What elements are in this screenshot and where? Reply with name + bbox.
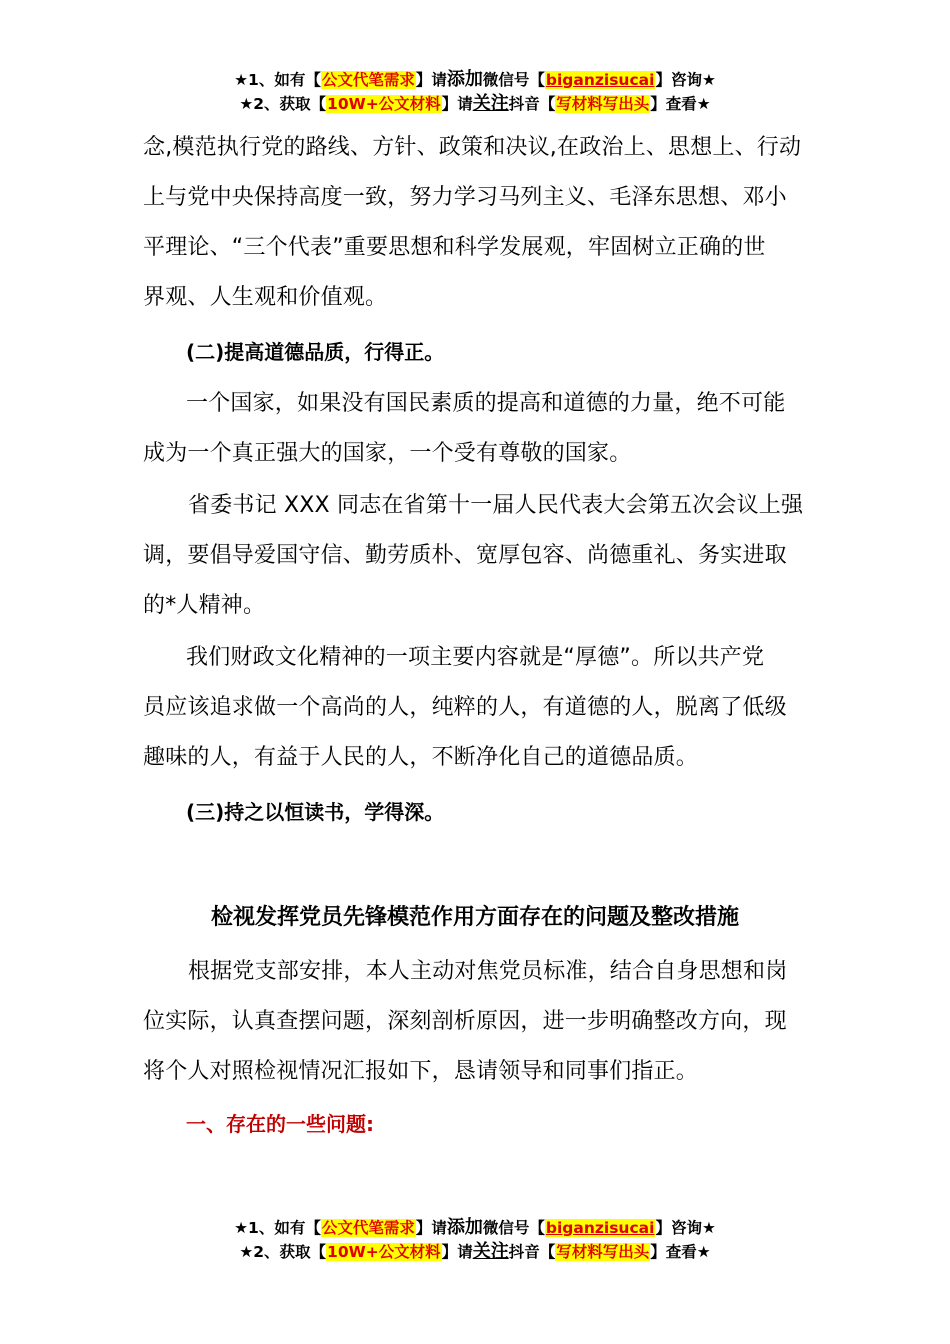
banner-highlight-douyin: 写材料写出头 [556,95,650,113]
text-line: 成为一个真正强大的国家，一个受有尊敬的国家。 [143,441,632,466]
banner-highlight-materials: 10W+公文材料 [327,95,441,113]
text-line: 一个国家，如果没有国民素质的提高和道德的力量，绝不可能 [186,391,786,416]
banner-emphasis: 关注 [472,1241,509,1262]
document-title: 检视发挥党员先锋模范作用方面存在的问题及整改措施 [210,905,739,930]
text-line: 界观、人生观和价值观。 [143,285,388,310]
text-line: 省委书记 XXX 同志在省第十一届人民代表大会第五次会议上强 [188,493,804,518]
banner-text: ★1、如有【 [234,71,321,89]
banner-emphasis: 添加 [446,1217,483,1238]
banner-text: 微信号【 [482,71,545,89]
banner-text: 】请 [441,1243,473,1261]
banner-line-1 [0,68,950,92]
text-line: 位实际，认真查摆问题，深刻剖析原因，进一步明确整改方向，现 [143,1009,787,1034]
text-line: 我们财政文化精神的一项主要内容就是“厚德”。所以共产党 [186,645,765,670]
footer-banner [0,1216,950,1264]
text-line: 员应该追求做一个高尚的人，纯粹的人，有道德的人，脱离了低级 [143,695,787,720]
banner-line-1 [0,1216,950,1240]
subheading-2: (二)提高道德品质，行得正。 [186,340,445,364]
banner-highlight-wechat-id: biganzisucai [545,1219,655,1237]
banner-line-2 [0,92,950,116]
banner-highlight-wechat-id: biganzisucai [545,71,655,89]
banner-text: 抖音【 [508,1243,556,1261]
banner-highlight-service: 公文代笔需求 [321,1219,415,1237]
banner-text: 】咨询★ [655,1219,716,1237]
text-line: 根据党支部安排，本人主动对焦党员标准，结合自身思想和岗 [188,959,788,984]
banner-text: 微信号【 [482,1219,545,1237]
section-heading-1: 一、存在的一些问题: [186,1112,374,1136]
header-banner [0,68,950,116]
banner-text: 】查看★ [650,95,711,113]
banner-emphasis: 添加 [446,69,483,90]
banner-line-2 [0,1240,950,1264]
banner-text: 】咨询★ [655,71,716,89]
banner-text: ★2、获取【 [239,1243,327,1261]
text-line: 的*人精神。 [143,593,266,618]
banner-text: ★1、如有【 [234,1219,321,1237]
banner-text: 】请 [415,71,447,89]
text-line: 念,模范执行党的路线、方针、政策和决议,在政治上、思想上、行动 [143,135,802,160]
banner-text: 】请 [441,95,473,113]
subheading-3: (三)持之以恒读书，学得深。 [186,800,445,824]
text-line: 平理论、“三个代表”重要思想和科学发展观，牢固树立正确的世 [143,235,766,260]
banner-highlight-douyin: 写材料写出头 [556,1243,650,1261]
banner-text: ★2、获取【 [239,95,327,113]
banner-emphasis: 关注 [472,93,509,114]
text-line: 调，要倡导爱国守信、勤劳质朴、宽厚包容、尚德重礼、务实进取 [143,543,787,568]
text-line: 将个人对照检视情况汇报如下，恳请领导和同事们指正。 [143,1059,699,1084]
text-line: 趣味的人，有益于人民的人，不断净化自己的道德品质。 [143,745,699,770]
banner-highlight-materials: 10W+公文材料 [327,1243,441,1261]
banner-text: 】请 [415,1219,447,1237]
banner-text: 抖音【 [508,95,556,113]
banner-highlight-service: 公文代笔需求 [321,71,415,89]
text-line: 上与党中央保持高度一致，努力学习马列主义、毛泽东思想、邓小 [143,185,787,210]
banner-text: 】查看★ [650,1243,711,1261]
